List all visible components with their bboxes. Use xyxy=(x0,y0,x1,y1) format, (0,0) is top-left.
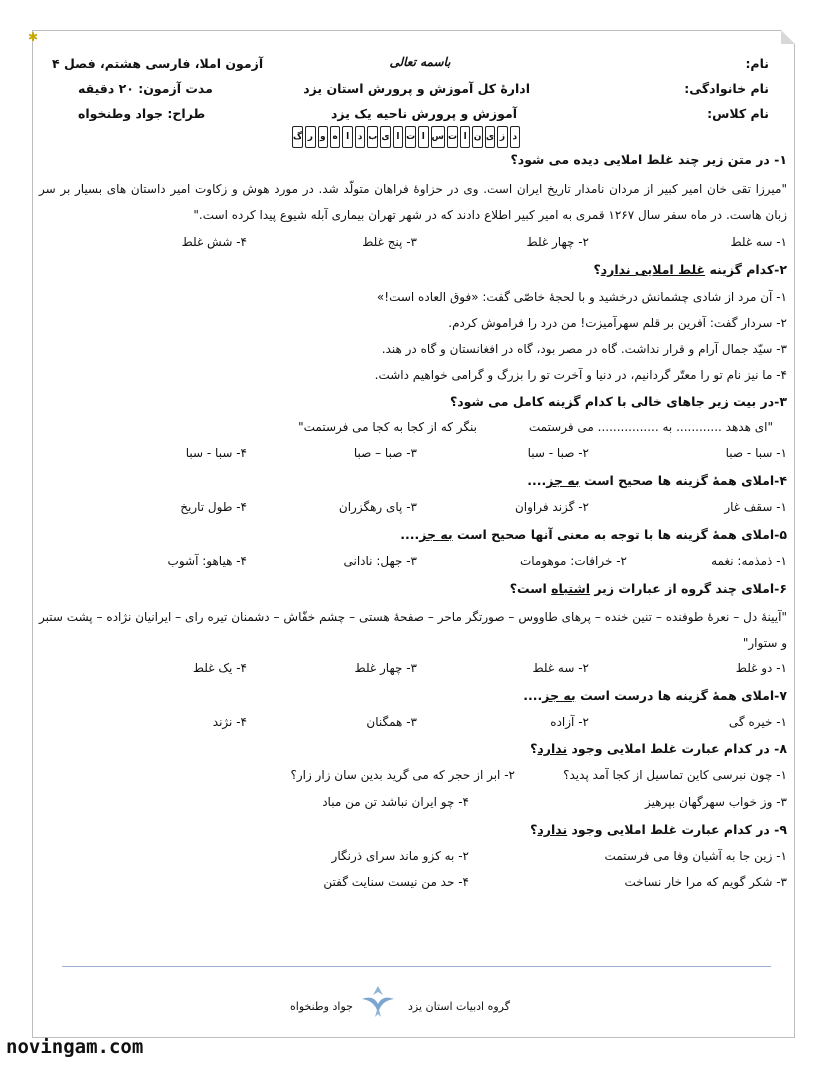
q9-option-1: ۱- زین جا به آشیان وفا می فرستمت xyxy=(604,849,787,863)
q3-option-3: ۳- صبا – صبا xyxy=(353,446,417,460)
q7-option-2: ۲- آزاده xyxy=(550,715,589,729)
banner-letter-box: د xyxy=(355,126,365,148)
q3-verse-1: "ای هدهد ............ به ................ می فرستمت xyxy=(528,420,773,434)
q4-option-4: ۴- طول تاریخ xyxy=(180,500,247,514)
q8-option-4: ۴- چو ایران نباشد تن من مباد xyxy=(322,795,469,809)
banner-letter-box: و xyxy=(318,126,328,148)
q2-option-4: ۴- ما نیز نام تو را معتّر گردانیم، در دنیا و آخرت تو را بزرگ و گرامی خواهیم داشت. xyxy=(374,368,787,382)
q1-passage: "میرزا تقی خان امیر کبیر از مردان نامدار تاریخ ایران است. وی در حزاوهٔ فراهان متولّد شد. در مورد هوش و زکاوت امیر داستان های بسیار بر سر زبان هاست. در ماه سفر سال ۱۲۶۷ قمری به امیر کبیر اطلاع دادند که در شهر تهران بیماری آبله شیوع پیدا کرده است." xyxy=(39,182,787,222)
q9-option-2: ۲- به کزو ماند سرای ذرنگار xyxy=(331,849,469,863)
banner-letter-box: ز xyxy=(497,126,507,148)
exam-designer: طراح: جواد وطنخواه xyxy=(78,106,206,121)
q1-option-2: ۲- چهار غلط xyxy=(526,235,589,249)
decorative-banner xyxy=(292,126,520,148)
q1-option-4: ۴- شش غلط xyxy=(181,235,247,249)
q1-option-3: ۳- پنج غلط xyxy=(362,235,417,249)
q3-title: ۳-در بیت زیر جاهای خالی با کدام گزینه کامل می شود؟ xyxy=(450,394,787,409)
exam-title: آزمون املا، فارسی هشتم، فصل ۴ xyxy=(52,56,264,71)
q3-option-4: ۴- سبا - سبا xyxy=(185,446,247,460)
q8-title: ۸- در کدام عبارت غلط املایی وجود ندارد؟ xyxy=(530,741,787,756)
q7-option-3: ۳- همگنان xyxy=(366,715,417,729)
banner-letter-box: ا xyxy=(393,126,403,148)
q9-option-3: ۳- شکر گویم که مرا خار نساخت xyxy=(624,875,787,889)
banner-letter-box: ه xyxy=(330,126,340,148)
q4-option-1: ۱- سقف غار xyxy=(724,500,787,514)
q7-option-1: ۱- خیره گی xyxy=(728,715,787,729)
footer-group: گروه ادبیات استان یزد xyxy=(408,1000,510,1013)
q5-option-3: ۳- جهل: نادانی xyxy=(343,554,417,568)
group-logo-icon xyxy=(360,984,396,1018)
banner-letter-box: ب xyxy=(367,126,378,148)
banner-letter-box: ر xyxy=(305,126,315,148)
q8-option-3: ۳- وز خواب سهرگهان بپرهیز xyxy=(645,795,787,809)
family-label: نام خانوادگی: xyxy=(684,81,769,96)
q4-title: ۴-املای همهٔ گزینه ها صحیح است به جز.... xyxy=(527,473,787,488)
banner-letter-box: ی xyxy=(380,126,390,148)
q4-option-2: ۲- گزند فراوان xyxy=(514,500,589,514)
footer-separator xyxy=(62,966,771,967)
q5-option-4: ۴- هیاهو: آشوب xyxy=(167,554,247,568)
pin-icon: ✱ xyxy=(28,30,39,44)
q2-title: ۲-کدام گزینه غلط املایی ندارد؟ xyxy=(593,262,787,277)
q2-option-3: ۳- سیّد جمال آرام و قرار نداشت. گاه در مصر بود، گاه در افغانستان و گاه در هند. xyxy=(381,342,787,356)
q3-option-1: ۱- سبا - صبا xyxy=(725,446,787,460)
q2-option-1: ۱- آن مرد از شادی چشمانش درخشید و با لحجهٔ خاصّی گفت: «فوق العاده است!» xyxy=(376,290,787,304)
q6-option-4: ۴- یک غلط xyxy=(192,661,247,675)
org-title-1: ادارهٔ کل آموزش و پرورش استان یزد xyxy=(303,81,530,96)
banner-letter-box: ت xyxy=(447,126,458,148)
banner-letter-box: د xyxy=(510,126,520,148)
q6-option-3: ۳- چهار غلط xyxy=(354,661,417,675)
banner-letter-box: ی xyxy=(485,126,495,148)
banner-letter-box: ا xyxy=(460,126,470,148)
q9-title: ۹- در کدام عبارت غلط املایی وجود ندارد؟ xyxy=(530,822,787,837)
class-label: نام کلاس: xyxy=(707,106,769,121)
banner-letter-box: ت xyxy=(405,126,416,148)
basmele-title: باسمه تعالی xyxy=(389,55,451,69)
page-fold-corner xyxy=(781,30,795,44)
q3-option-2: ۲- صبا - سبا xyxy=(527,446,589,460)
q1-option-1: ۱- سه غلط xyxy=(730,235,787,249)
q2-option-2: ۲- سردار گفت: آفرین بر قلم سهرآمیزت! من درد را فراموش کردم. xyxy=(448,316,787,330)
q6-title: ۶-املای چند گروه از عبارات زیر اشتباه است؟ xyxy=(509,581,787,596)
q7-option-4: ۴- نژند xyxy=(212,715,247,729)
q9-option-4: ۴- حد من نیست سنایت گفتن xyxy=(323,875,469,889)
banner-letter-box: ن xyxy=(472,126,482,148)
q6-passage: "آیینهٔ دل – نعرهٔ طوفنده – تنین خنده – پرهای طاووس – صورتگر ماحر – صفحهٔ هستی – چشم خفّاش – دشمنان تیره رای – ایرانیان نژاده – پشت ستبر و ستوار" xyxy=(39,610,787,650)
q8-option-1: ۱- چون نبرسی کاین تماسیل از کجا آمد پدید؟ xyxy=(563,768,787,782)
q6-option-2: ۲- سه غلط xyxy=(532,661,589,675)
q8-option-2: ۲- ابر از حجر که می گرید بدین سان زار زار؟ xyxy=(290,768,515,782)
q7-title: ۷-املای همهٔ گزینه ها درست است به جز.... xyxy=(523,688,787,703)
q5-title: ۵-املای همهٔ گزینه ها با توجه به معنی آنها صحیح است به جز.... xyxy=(400,527,787,542)
q5-option-2: ۲- خرافات: موهومات xyxy=(519,554,627,568)
q6-option-1: ۱- دو غلط xyxy=(735,661,787,675)
q3-verse-2: بنگر که از کجا به کجا می فرستمت" xyxy=(298,420,477,434)
exam-duration: مدت آزمون: ۲۰ دقیقه xyxy=(78,81,213,96)
footer-author: جواد وطنخواه xyxy=(290,1000,353,1013)
watermark: novingam.com xyxy=(6,1036,144,1058)
q4-option-3: ۳- پای رهگزران xyxy=(338,500,417,514)
q1-title: ۱- در متن زیر چند غلط املایی دیده می شود؟ xyxy=(510,152,787,167)
banner-letter-box: ا xyxy=(418,126,428,148)
name-label: نام: xyxy=(745,56,769,71)
banner-letter-box: ا xyxy=(342,126,352,148)
q5-option-1: ۱- ذمذمه: نغمه xyxy=(711,554,787,568)
banner-letter-box: س xyxy=(431,126,445,148)
banner-letter-box: گ xyxy=(292,126,303,148)
org-title-2: آموزش و پرورش ناحیه یک یزد xyxy=(331,106,517,121)
